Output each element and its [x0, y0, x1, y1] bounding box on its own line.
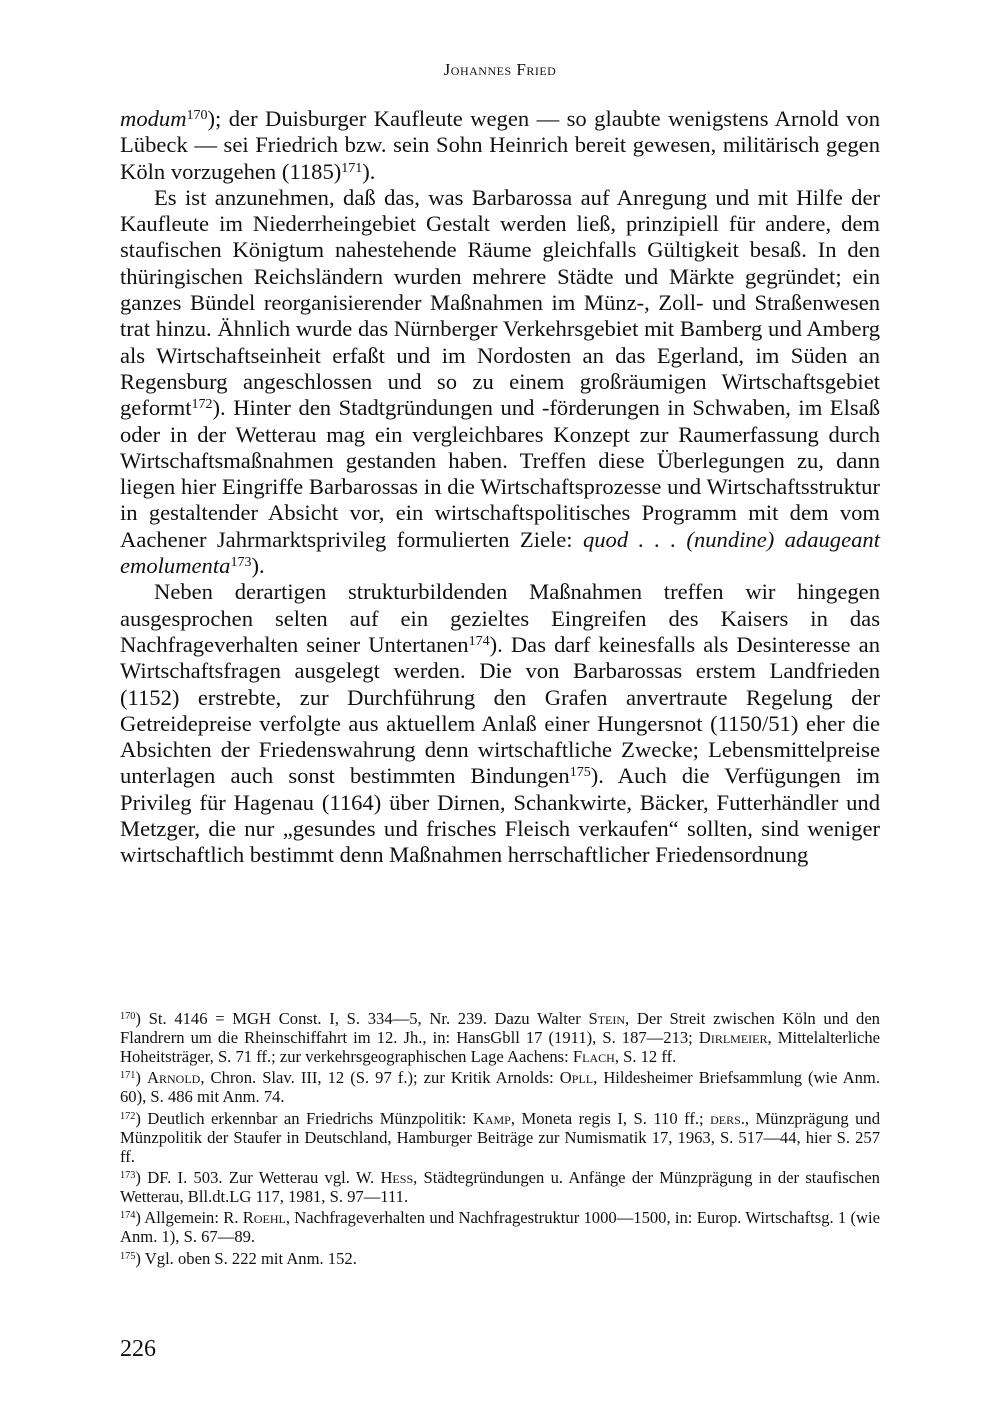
footnote	[120, 1010, 880, 1067]
paragraph	[120, 579, 880, 868]
text-run: ). Das darf keinesfalls als Desinteresse an Wirtschaftsfragen ausgelegt werden. Die von Barbarossas erstem Landfrieden (1152) erstrebte, zur Durchführung den Grafen anvertraute Regelung der Getreidepreise verfolgte aus aktuellem Anlaß einer Hungersnot (1150/51) eher die Absichten der Friedenswahrung denn wirtschaftliche Zwecke; Lebensmittelpreise unterlagen auch sonst bestimmten Bindungen	[120, 631, 880, 789]
footnote-text: )	[135, 1068, 147, 1088]
footnote-text: , Hildesheimer Briefsammlung (wie Anm. 60), S. 486 mit Anm. 74.	[120, 1068, 880, 1107]
footnote	[120, 1110, 880, 1167]
author-name: ders.	[710, 1108, 745, 1128]
footnote-text: , Nachfrageverhalten und Nachfragestruktur 1000—1500, in: Europ. Wirtschaftsg. 1 (wie Anm. 1), S. 67—89.	[120, 1208, 880, 1247]
footnote-text: , Städtegründungen u. Anfänge der Münzprägung in der staufischen Wetterau, Bll.dt.LG 117, 1981, S. 97—111.	[120, 1168, 880, 1206]
footnote-ref[interactable]: 170	[186, 108, 208, 123]
author-name: Stein	[588, 1009, 626, 1028]
page-number: 226	[120, 1336, 156, 1362]
footnote	[120, 1069, 880, 1107]
main-text	[120, 106, 880, 869]
footnote-ref[interactable]: 173	[230, 555, 252, 571]
author-name: Hess	[380, 1168, 414, 1188]
footnote-text: ) St. 4146 = MGH Const. I, S. 334—5, Nr. 239. Dazu Walter	[135, 1009, 589, 1028]
footnote-ref[interactable]: 174	[468, 633, 490, 649]
footnote	[120, 1250, 880, 1269]
footnote	[120, 1209, 880, 1247]
footnote-ref[interactable]: 175	[569, 765, 591, 781]
footnote-ref[interactable]: 172	[191, 397, 213, 413]
footnote	[120, 1169, 880, 1207]
footnote-text: ) Allgemein: R.	[135, 1208, 243, 1228]
footnote-ref[interactable]: 171	[341, 160, 363, 176]
footnote-number: 175	[120, 1250, 136, 1262]
footnote-text: ) DF. I. 503. Zur Wetterau vgl. W.	[135, 1168, 381, 1188]
footnote-number: 174	[120, 1210, 136, 1222]
text-run: ); der Duisburger Kaufleute wegen — so glaubte wenigstens Arnold von Lübeck — sei Friedrich bzw. sein Sohn Heinrich bereit gewesen, militärisch gegen Köln vorzugehen (1185)	[120, 106, 880, 184]
author-name: Opll	[559, 1068, 594, 1088]
footnote-number: 170	[120, 1010, 136, 1022]
footnote-text: ) Deutlich erkennbar an Friedrichs Münzpolitik:	[135, 1108, 473, 1128]
footnote-number: 172	[120, 1110, 136, 1122]
latin-term: modum	[120, 106, 187, 131]
footnote-number: 171	[120, 1070, 136, 1082]
text-run: Neben derartigen strukturbildenden Maßnahmen treffen wir hingegen ausgesprochen selten auf ein gezieltes Eingreifen des Kaisers in das Nachfrageverhalten seiner Untertanen	[120, 579, 880, 657]
footnote-text: , Münzprägung und Münzpolitik der Staufer in Deutschland, Hamburger Beiträge zur Numismatik 17, 1963, S. 517—44, hier S. 257 ff.	[120, 1108, 880, 1166]
paragraph	[120, 185, 880, 579]
footnote-text: , Chron. Slav. III, 12 (S. 97 f.); zur Kritik Arnolds:	[200, 1068, 560, 1088]
footnotes	[120, 1010, 880, 1271]
footnote-text: ) Vgl. oben S. 222 mit Anm. 152.	[135, 1248, 357, 1268]
paragraph	[120, 106, 880, 185]
running-head: Johannes Fried	[443, 60, 557, 79]
text-run: ). Hinter den Stadtgründungen und -förderungen in Schwaben, im Elsaß oder in der Wetterau mag ein vergleichbares Konzept zur Raumerfassung durch Wirtschaftsmaßnahmen gestanden haben. Treffen diese Überlegungen zu, dann liegen hier Eingriffe Barbarossas in die Wirtschaftsprozesse und Wirtschaftsstruktur in gestaltender Absicht vor, ein wirtschaftspolitisches Programm mit dem vom Aachener Jahrmarktsprivileg formulierten Ziele:	[120, 395, 880, 552]
text-run: ).	[251, 553, 265, 579]
text-run: Es ist anzunehmen, daß das, was Barbarossa auf Anregung und mit Hilfe der Kaufleute im Niederrheingebiet Gestalt werden ließ, prinzipiell für andere, dem staufischen Königtum nahestehende Räume gleichfalls Gültigkeit besaß. In den thüringischen Reichsländern wurden mehrere Städte und Märkte gegründet; ein ganzes Bündel reorganisierender Maßnahmen im Münz-, Zoll- und Straßenwesen trat hinzu. Ähnlich wurde das Nürnberger Verkehrsgebiet mit Bamberg und Amberg als Wirtschaftseinheit erfaßt und im Nordosten an das Egerland, im Süden an Regensburg angeschlossen und so zu einem großräumigen Wirtschaftsgebiet geformt	[120, 184, 880, 421]
footnote-number: 173	[120, 1169, 136, 1181]
author-name: Flach	[572, 1046, 615, 1066]
footnote-text: , S. 12 ff.	[614, 1046, 677, 1066]
latin-quote: quod . . . (nundine) adaugeant emolumenta	[120, 526, 880, 579]
author-name: Arnold	[147, 1068, 201, 1088]
footnote-text: , Mittelalterliche Hoheitsträger, S. 71 ff.; zur verkehrsgeographischen Lage Aachens:	[120, 1027, 880, 1066]
footnote-text: , Der Streit zwischen Köln und den Flandrern um die Rheinschiffahrt im 12. Jh., in: HansGbll 17 (1911), S. 187—213;	[120, 1009, 880, 1047]
author-name: Kamp	[472, 1108, 511, 1128]
footnote-text: , Moneta regis I, S. 110 ff.;	[510, 1108, 711, 1128]
text-run: ).	[362, 158, 376, 184]
author-name: Roehl	[242, 1208, 286, 1228]
text-run: ). Auch die Verfügungen im Privileg für Hagenau (1164) über Dirnen, Schankwirte, Bäcker, Futterhändler und Metzger, die nur „gesundes und frisches Fleisch verkaufen“ sollten, sind weniger wirtschaftlich bestimmt denn Maßnahmen herrschaftlicher Friedensordnung	[120, 763, 880, 868]
author-name: Dirlmeier	[698, 1027, 768, 1047]
